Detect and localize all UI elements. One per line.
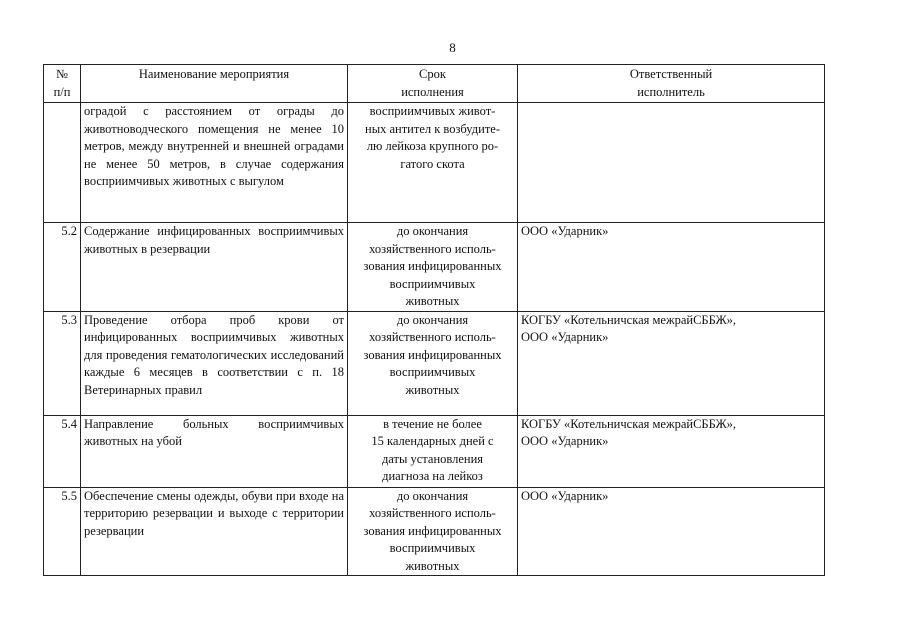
term-line: ных антител к возбудите- bbox=[365, 121, 500, 136]
term-line: животных bbox=[405, 294, 460, 308]
measure-name: Проведение отбора проб крови от инфицированных восприимчивых животных для проведения гематологических исследований каждые 6 месяцев в соответствии с п. 18 Ветеринарных правил bbox=[81, 311, 348, 415]
responsible-executor bbox=[518, 415, 825, 487]
term-line: зования инфицированных bbox=[363, 523, 502, 538]
term-line: хозяйственного исполь- bbox=[369, 241, 496, 256]
header-name-line: Наименование мероприятия bbox=[138, 67, 290, 81]
term-line: диагноза на лейкоз bbox=[382, 469, 483, 483]
row-number: 5.2 bbox=[44, 223, 81, 312]
header-num-line: № bbox=[56, 67, 68, 81]
execution-term bbox=[348, 223, 518, 312]
table-row bbox=[44, 311, 825, 415]
header-responsible-line: исполнитель bbox=[637, 84, 705, 99]
header-term-line: исполнения bbox=[401, 84, 464, 99]
term-line: в течение не более bbox=[383, 416, 482, 431]
responsible-executor bbox=[518, 103, 825, 223]
execution-term bbox=[348, 487, 518, 576]
term-line: гатого скота bbox=[400, 156, 465, 171]
row-number: 5.3 bbox=[44, 311, 81, 415]
header-name bbox=[81, 65, 348, 103]
row-number: 5.4 bbox=[44, 415, 81, 487]
term-line: восприимчивых bbox=[389, 541, 476, 555]
execution-term bbox=[348, 311, 518, 415]
header-num-line: п/п bbox=[53, 84, 71, 99]
table-header-row bbox=[44, 65, 825, 103]
responsible-line: ООО «Ударник» bbox=[521, 488, 609, 503]
responsible-line: КОГБУ «Котельничская межрайСББЖ», bbox=[521, 416, 737, 431]
term-line: лю лейкоза крупного ро- bbox=[366, 139, 499, 153]
header-responsible-line: Ответственный bbox=[629, 67, 713, 81]
term-line: зования инфицированных bbox=[363, 347, 502, 362]
responsible-executor bbox=[518, 223, 825, 312]
term-line: до окончания bbox=[396, 312, 469, 327]
row-number: 5.5 bbox=[44, 487, 81, 576]
term-line: хозяйственного исполь- bbox=[369, 330, 496, 344]
measure-name: Направление больных восприимчивых животных на убой bbox=[81, 415, 348, 487]
execution-term bbox=[348, 415, 518, 487]
table-row bbox=[44, 487, 825, 576]
header-term-line: Срок bbox=[419, 67, 446, 81]
responsible-line: ООО «Ударник» bbox=[521, 330, 609, 344]
table-row bbox=[44, 223, 825, 312]
responsible-executor bbox=[518, 487, 825, 576]
responsible-line: КОГБУ «Котельничская межрайСББЖ», bbox=[521, 312, 737, 327]
table-row bbox=[44, 103, 825, 223]
term-line: животных bbox=[405, 382, 460, 397]
term-line: даты установления bbox=[381, 451, 484, 466]
term-line: восприимчивых живот- bbox=[369, 104, 496, 118]
responsible-executor bbox=[518, 311, 825, 415]
term-line: восприимчивых bbox=[389, 365, 476, 379]
header-responsible bbox=[518, 65, 825, 103]
measure-name: Обеспечение смены одежды, обуви при входе на территорию резервации и выходе с территории резервации bbox=[81, 487, 348, 576]
term-line: 15 календарных дней с bbox=[371, 434, 494, 448]
term-line: хозяйственного исполь- bbox=[369, 506, 496, 520]
term-line: до окончания bbox=[396, 224, 469, 238]
responsible-line: ООО «Ударник» bbox=[521, 224, 609, 238]
row-number bbox=[44, 103, 81, 223]
term-line: зования инфицированных bbox=[363, 259, 502, 273]
page-number: 8 bbox=[449, 40, 456, 55]
term-line: животных bbox=[405, 558, 460, 573]
measure-name: Содержание инфицированных восприимчивых животных в резервации bbox=[81, 223, 348, 312]
term-line: восприимчивых bbox=[389, 276, 476, 291]
term-line: до окончания bbox=[396, 488, 469, 503]
header-num bbox=[44, 65, 81, 103]
execution-term bbox=[348, 103, 518, 223]
responsible-line: ООО «Ударник» bbox=[521, 434, 609, 448]
header-term bbox=[348, 65, 518, 103]
measure-name: оградой с расстоянием от ограды до животноводческого помещения не менее 10 метров, между внутренней и внешней оградами не менее 50 метров, в случае содержания восприимчивых животных с выгулом bbox=[81, 103, 348, 223]
measures-table bbox=[43, 64, 825, 576]
table-row bbox=[44, 415, 825, 487]
